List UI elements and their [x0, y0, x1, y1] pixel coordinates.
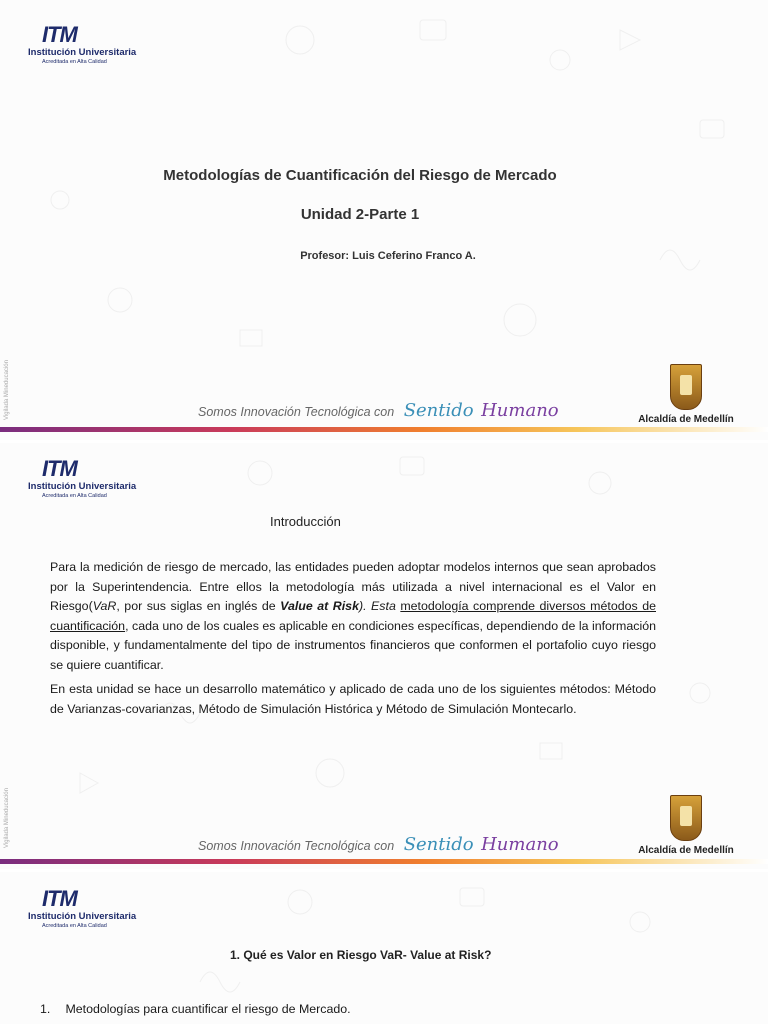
- p1-var-full: Value at Risk: [280, 599, 359, 613]
- gradient-band: [0, 427, 768, 432]
- itm-logo-accreditation: Acreditada en Alta Calidad: [42, 923, 107, 929]
- p1-text-b: , por sus siglas en inglés de: [116, 599, 281, 613]
- itm-logo-name: Institución Universitaria: [28, 481, 137, 492]
- itm-logo-accreditation: Acreditada en Alta Calidad: [42, 59, 107, 65]
- slogan-sentido: Sentido: [403, 834, 474, 855]
- unit-label: Unidad 2-Parte 1: [300, 206, 420, 223]
- slogan-prefix: Somos Innovación Tecnológica con: [198, 405, 395, 419]
- slogan-sentido: Sentido: [403, 400, 474, 421]
- list-item-text: Metodologías para cuantificar el riesgo de Mercado.: [65, 1002, 351, 1016]
- slogan-humano: Humano: [481, 834, 559, 855]
- medellin-shield-icon: [670, 364, 702, 410]
- slogan: [198, 834, 559, 855]
- itm-logo-name: Institución Universitaria: [28, 911, 137, 922]
- intro-paragraph-1: [50, 558, 656, 675]
- itm-logo-mark: ITM: [42, 456, 77, 481]
- vertical-watermark: Vigilada Mineducación: [4, 360, 10, 420]
- itm-logo-accreditation: Acreditada en Alta Calidad: [42, 493, 107, 499]
- professor-label: Profesor: Luis Ceferino Franco A.: [300, 250, 476, 262]
- medellin-shield-icon: [670, 795, 702, 841]
- list-number: 1.: [40, 1002, 51, 1016]
- section-heading: 1. Qué es Valor en Riesgo VaR- Value at Risk?: [230, 948, 492, 962]
- itm-logo: [28, 886, 137, 936]
- slide-introduction: [0, 443, 768, 869]
- p1-underlined: metodología comprende diversos métodos de cuantificación: [50, 599, 656, 633]
- list-item: [40, 1002, 351, 1016]
- slogan-humano: Humano: [481, 400, 559, 421]
- alcaldia-logo: [636, 795, 736, 856]
- slogan: [198, 400, 559, 421]
- itm-logo-mark: ITM: [42, 886, 77, 911]
- alcaldia-label: Alcaldía de Medellín: [638, 414, 734, 425]
- slogan-prefix: Somos Innovación Tecnológica con: [198, 839, 395, 853]
- itm-logo: [28, 22, 137, 72]
- alcaldia-label: Alcaldía de Medellín: [638, 845, 734, 856]
- itm-logo: [28, 456, 137, 506]
- intro-paragraph-2: En esta unidad se hace un desarrollo matemático y aplicado de cada uno de los siguientes métodos: Método de Varianzas-covarianzas, Método de Simulación Histórica y Método de Simulación Montecarlo.: [50, 682, 656, 716]
- p1-text-a: Para la medición de riesgo de mercado, las entidades pueden adoptar modelos internos que sean aprobados por la Superintendencia. Entre ellos la metodología más utilizada a nivel internacional es el Valor en Riesgo(: [50, 560, 656, 613]
- slide-title: [0, 0, 768, 440]
- document-title: Metodologías de Cuantificación del Riesgo de Mercado: [163, 167, 557, 184]
- alcaldia-logo: [636, 364, 736, 425]
- itm-logo-mark: ITM: [42, 22, 77, 47]
- p1-text-d: , cada uno de los cuales es aplicable en condiciones específicas, dependiendo de la información disponible, y fundamentalmente del tipo de instrumentos financieros que conformen el portafolio cuyo riesgo se quiere cuantificar.: [50, 618, 656, 672]
- gradient-band: [0, 859, 768, 864]
- p1-text-c: ). Esta: [358, 599, 401, 613]
- vertical-watermark: Vigilada Mineducación: [4, 788, 10, 848]
- p1-var: VaR: [92, 599, 117, 613]
- slide-var-definition: [0, 872, 768, 1024]
- itm-logo-name: Institución Universitaria: [28, 47, 137, 58]
- section-heading: Introducción: [270, 514, 341, 529]
